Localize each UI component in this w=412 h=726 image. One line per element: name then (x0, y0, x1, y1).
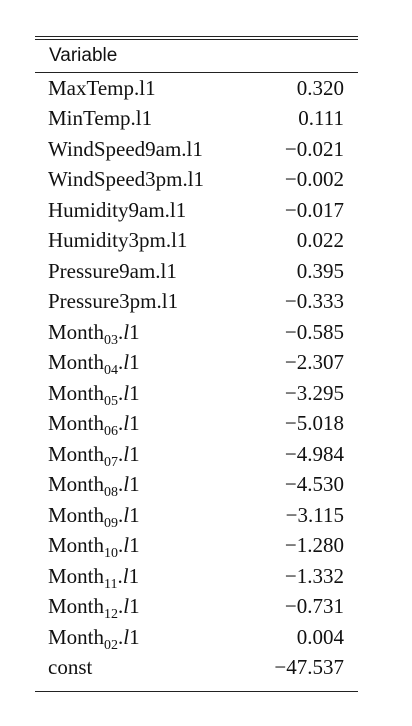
variable-name (48, 106, 152, 131)
variable-suffix-lag-number: 1 (129, 441, 140, 466)
variable-subscript: 08 (104, 485, 119, 501)
variable-subscript: 06 (104, 424, 119, 440)
variable-suffix-dot: . (118, 441, 124, 466)
variable-name (48, 533, 140, 562)
table-row (35, 622, 358, 653)
variable-name-base: Month (48, 594, 105, 619)
table-row (35, 470, 358, 501)
variable-suffix-lag-letter: l (123, 380, 130, 405)
table-header (35, 40, 358, 72)
variable-name-base: Humidity3pm.l1 (48, 228, 188, 253)
coefficient-value: −0.002 (284, 167, 344, 192)
variable-subscript: 09 (104, 515, 119, 531)
table-row (35, 561, 358, 592)
variable-name (48, 624, 140, 653)
variable-suffix-lag-number: 1 (129, 502, 140, 527)
variable-suffix-lag-number: 1 (129, 411, 140, 436)
variable-suffix-lag-number: 1 (129, 594, 140, 619)
variable-name (48, 655, 92, 680)
table-row (35, 104, 358, 135)
variable-suffix-dot: . (118, 533, 124, 558)
variable-subscript: 03 (104, 332, 119, 348)
variable-suffix-lag-letter: l (123, 533, 130, 558)
variable-name-base: Month (48, 624, 105, 649)
variable-suffix-lag-letter: l (123, 411, 130, 436)
coefficient-value: −47.537 (274, 655, 344, 680)
variable-suffix-lag-letter: l (123, 441, 130, 466)
variable-subscript: 11 (104, 576, 118, 592)
variable-name (48, 198, 186, 223)
variable-suffix-dot: . (118, 319, 124, 344)
variable-suffix-dot: . (118, 472, 124, 497)
table-row (35, 73, 358, 104)
coefficient-value: −0.333 (284, 289, 344, 314)
variable-subscript: 10 (104, 546, 119, 562)
variable-name (48, 167, 204, 192)
coefficient-value: 0.395 (296, 258, 344, 283)
coefficient-value: −3.115 (285, 502, 344, 527)
coefficient-value: −0.021 (284, 136, 344, 161)
variable-suffix-lag-letter: l (123, 350, 130, 375)
variable-suffix-dot: . (118, 350, 124, 375)
variable-name (48, 441, 140, 470)
variable-suffix-lag-number: 1 (129, 380, 140, 405)
variable-suffix-lag-number: 1 (129, 350, 140, 375)
coefficient-value: 0.004 (296, 624, 344, 649)
variable-suffix-lag-letter: l (123, 594, 130, 619)
variable-subscript: 05 (104, 393, 119, 409)
variable-suffix-dot: . (118, 624, 124, 649)
table-row (35, 165, 358, 196)
variable-name-base: WindSpeed3pm.l1 (48, 167, 205, 192)
variable-name-base: Pressure9am.l1 (48, 258, 177, 283)
table-bottom-padding (35, 683, 358, 691)
variable-subscript: 04 (104, 363, 119, 379)
table-row (35, 439, 358, 470)
table-row (35, 226, 358, 257)
coefficient-value: −0.017 (284, 197, 344, 222)
variable-suffix-lag-letter: l (123, 624, 130, 649)
variable-name-base: MinTemp.l1 (48, 106, 153, 131)
table-row (35, 317, 358, 348)
variable-name-base: MaxTemp.l1 (48, 75, 156, 100)
variable-subscript: 12 (104, 607, 119, 623)
variable-suffix-dot: . (118, 594, 124, 619)
variable-name (48, 259, 177, 284)
variable-name (48, 289, 178, 314)
coefficient-value: −4.984 (284, 441, 344, 466)
coefficient-value: −2.307 (284, 350, 344, 375)
variable-name-base: Month (48, 502, 105, 527)
coefficient-value: 0.320 (296, 75, 344, 100)
variable-suffix-lag-letter: l (123, 472, 130, 497)
variable-name (48, 563, 140, 592)
coefficient-value: −5.018 (284, 411, 344, 436)
variable-suffix-lag-number: 1 (129, 319, 140, 344)
variable-name-base: Pressure3pm.l1 (48, 289, 179, 314)
variable-name (48, 137, 203, 162)
table-row (35, 409, 358, 440)
table-row (35, 287, 358, 318)
variable-suffix-lag-number: 1 (129, 624, 140, 649)
variable-subscript: 07 (104, 454, 119, 470)
table-row (35, 531, 358, 562)
variable-suffix-lag-letter: l (123, 319, 130, 344)
coefficient-value: −0.585 (284, 319, 344, 344)
variable-suffix-dot: . (118, 502, 124, 527)
variable-name (48, 228, 187, 253)
variable-suffix-lag-number: 1 (129, 472, 140, 497)
variable-name-base: Month (48, 411, 105, 436)
coefficient-value: −1.332 (284, 563, 344, 588)
variable-suffix-lag-letter: l (123, 502, 130, 527)
variable-name (48, 380, 140, 409)
column-header-variable: Variable (49, 45, 118, 66)
variable-subscript: 02 (104, 637, 119, 653)
variable-name-base: WindSpeed9am.l1 (48, 136, 203, 161)
table-row (35, 256, 358, 287)
variable-suffix-lag-number: 1 (128, 563, 140, 588)
variable-name (48, 411, 140, 440)
coefficient-table (35, 36, 358, 692)
variable-name (48, 76, 156, 101)
bottom-rule (35, 691, 358, 692)
variable-name-base: Month (48, 563, 105, 588)
variable-name-base: Month (48, 472, 105, 497)
variable-suffix-dot: . (118, 380, 124, 405)
variable-name-base: Month (48, 319, 105, 344)
coefficient-value: 0.022 (296, 228, 344, 253)
coefficient-value: −3.295 (284, 380, 344, 405)
table-row (35, 134, 358, 165)
coefficient-value: −0.731 (284, 594, 344, 619)
coefficient-value: −1.280 (284, 533, 344, 558)
variable-name-base: Month (48, 441, 105, 466)
variable-name (48, 502, 140, 531)
table-row (35, 348, 358, 379)
table-row (35, 195, 358, 226)
coefficient-value: 0.111 (298, 106, 344, 131)
variable-suffix-dot: . (118, 411, 124, 436)
variable-suffix-lag-letter: l (122, 563, 129, 588)
table-row (35, 378, 358, 409)
table-body (35, 73, 358, 683)
table-row (35, 592, 358, 623)
variable-name (48, 472, 140, 501)
variable-name (48, 319, 140, 348)
variable-name-base: Humidity9am.l1 (48, 197, 187, 222)
table-row (35, 500, 358, 531)
variable-name (48, 350, 140, 379)
variable-suffix-dot: . (117, 563, 123, 588)
variable-suffix-lag-number: 1 (129, 533, 140, 558)
variable-name-base: Month (48, 350, 105, 375)
coefficient-value: −4.530 (284, 472, 344, 497)
variable-name-base: Month (48, 380, 105, 405)
variable-name-base: const (48, 655, 93, 680)
variable-name-base: Month (48, 533, 105, 558)
table-row (35, 653, 358, 684)
variable-name (48, 594, 140, 623)
